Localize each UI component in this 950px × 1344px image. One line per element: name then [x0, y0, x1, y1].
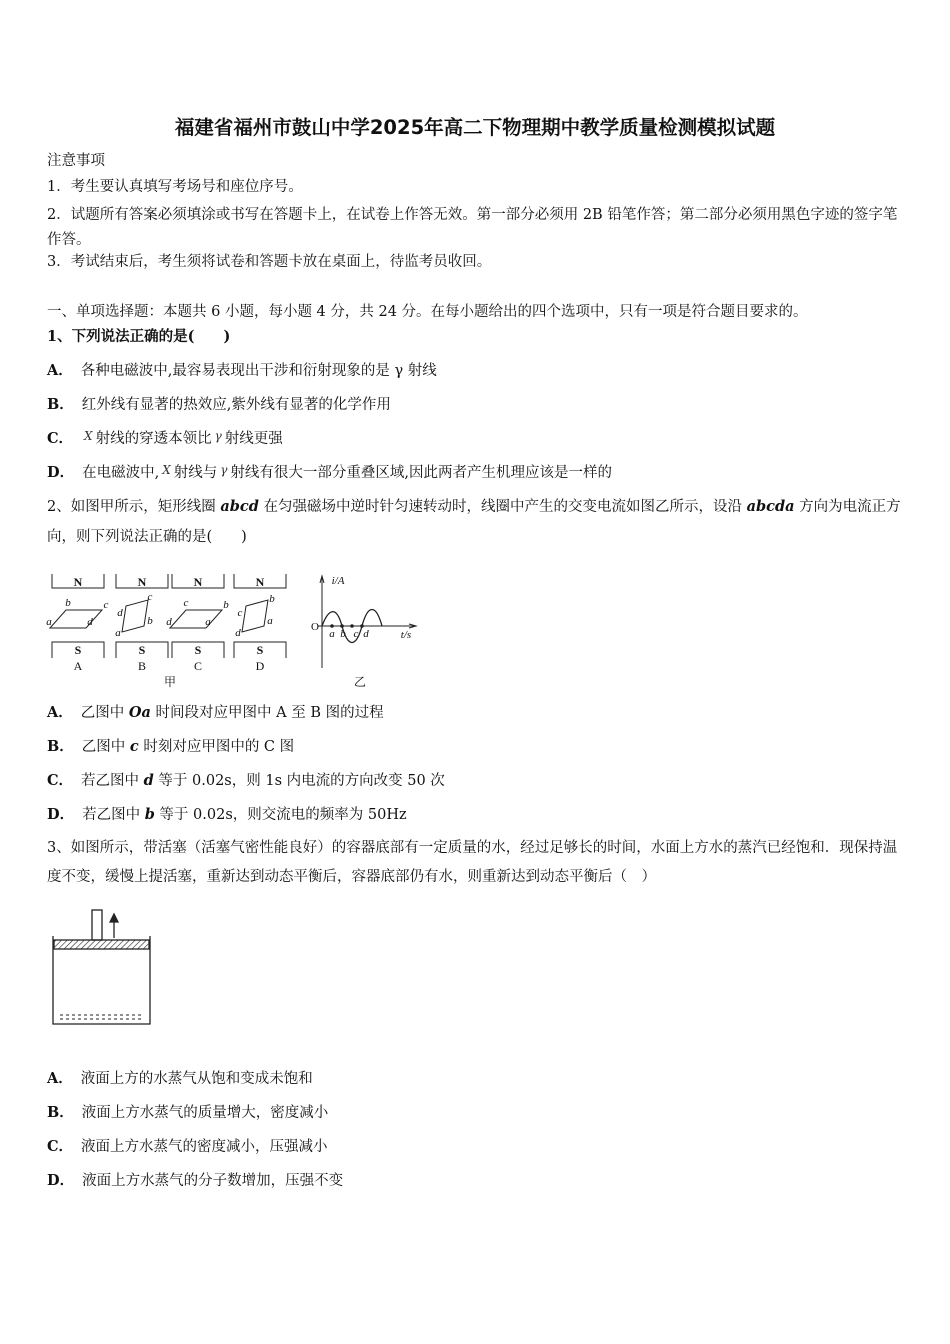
piston — [54, 940, 149, 949]
vertex-label: d — [166, 616, 172, 628]
notice-item-1: 1．考生要认真填写考场号和座位序号。 — [47, 179, 303, 195]
coil-a — [50, 610, 102, 628]
q2-figure — [44, 570, 424, 692]
option-text: 液面上方的水蒸气从饱和变成未饱和 — [80, 1071, 313, 1087]
q1-option-a — [47, 362, 437, 380]
vertex-label: a — [46, 616, 52, 628]
q3-container-figure — [48, 908, 158, 1034]
notice-item-3: 3．考试结束后，考生须将试卷和答题卡放在桌面上，待监考员收回。 — [47, 254, 492, 270]
option-letter: A． — [47, 704, 73, 721]
option-text: 若乙图中 — [81, 773, 144, 789]
option-text: 等于 0.02s，则 1s 内电流的方向改变 50 次 — [153, 773, 445, 789]
vertex-label: a — [267, 615, 273, 627]
option-text: 红外线有显著的热效应,紫外线有显著的化学作用 — [81, 397, 391, 413]
panel-label-b: B — [137, 659, 147, 673]
option-text: 液面上方水蒸气的密度减小，压强减小 — [81, 1139, 328, 1155]
vertex-label: b — [223, 599, 229, 611]
option-letter: C． — [47, 1138, 74, 1155]
q3-option-b — [47, 1104, 328, 1122]
q1-stem: 1、下列说法正确的是( ) — [47, 328, 231, 345]
q1-option-b — [47, 396, 391, 414]
notice-item-2: 2．试题所有答案必须填涂或书写在答题卡上，在试卷上作答无效。第一部分必须用 2B 铅笔作答；第二部分必须用黑色字迹的签字笔作答。 — [47, 207, 898, 248]
page-title: 福建省福州市鼓山中学2025年高二下物理期中教学质量检测模拟试题 — [174, 116, 776, 139]
q2-option-a — [47, 704, 384, 722]
gamma-symbol: γ — [220, 463, 228, 477]
q1-option-d — [47, 464, 612, 482]
option-text: 时间段对应甲图中 A 至 B 图的过程 — [150, 705, 384, 721]
option-letter: B． — [47, 1104, 74, 1121]
vertex-label: b — [269, 593, 275, 605]
vertex-label: b — [147, 615, 153, 627]
coil-d — [242, 600, 268, 632]
option-text: 射线的穿透本领比 — [95, 431, 212, 447]
vertex-label: c — [237, 607, 243, 619]
panel-label-c: C — [193, 659, 203, 673]
option-variable: d — [143, 772, 154, 789]
option-text: 射线更强 — [224, 431, 283, 447]
q2-option-d — [47, 806, 407, 824]
option-variable: c — [129, 738, 139, 755]
figure-label-jia: 甲 — [163, 675, 177, 689]
q2-option-c — [47, 772, 445, 790]
option-text: 在电磁波中, — [82, 465, 160, 481]
q3-option-a — [47, 1070, 313, 1088]
option-text: 射线与 — [173, 465, 218, 481]
q2-stem-direction: abcda — [746, 498, 795, 515]
tick-label-c: c — [353, 628, 359, 640]
n-label: N — [137, 575, 147, 589]
vertex-label: d — [87, 616, 93, 628]
s-label: S — [74, 643, 82, 657]
option-letter: C． — [47, 430, 74, 447]
option-text: 乙图中 — [81, 739, 130, 755]
vertex-label: a — [205, 616, 211, 628]
q2-option-b — [47, 738, 294, 756]
option-text: 时刻对应甲图中的 C 图 — [138, 739, 295, 755]
vertex-label: d — [235, 627, 241, 639]
panel-label-d: D — [255, 659, 265, 673]
x-axis-label: t/s — [400, 629, 412, 641]
q2-stem-coil: abcd — [220, 498, 259, 515]
vertex-label: c — [103, 599, 109, 611]
piston-rod — [92, 910, 102, 940]
q1-option-c — [47, 430, 283, 448]
tick-label-a: a — [329, 628, 335, 640]
s-label: S — [256, 643, 264, 657]
option-letter: B． — [47, 396, 74, 413]
option-text: 液面上方水蒸气的分子数增加，压强不变 — [82, 1173, 344, 1189]
x-ray-symbol: X — [162, 463, 171, 477]
option-letter: D． — [47, 806, 75, 823]
n-label: N — [73, 575, 83, 589]
up-arrow-icon — [110, 914, 118, 922]
s-label: S — [138, 643, 146, 657]
q3-option-c — [47, 1138, 328, 1156]
option-text: 射线有很大一部分重叠区域,因此两者产生机理应该是一样的 — [230, 465, 613, 481]
n-label: N — [193, 575, 203, 589]
s-label: S — [194, 643, 202, 657]
option-letter: B． — [47, 738, 74, 755]
coil-b — [122, 600, 148, 632]
option-text: 乙图中 — [80, 705, 129, 721]
vertex-label: d — [117, 607, 123, 619]
option-text: 若乙图中 — [82, 807, 145, 823]
vertex-label: c — [183, 597, 189, 609]
option-variable: Oa — [128, 704, 151, 721]
option-letter: A． — [47, 362, 73, 379]
option-text: 液面上方水蒸气的质量增大，密度减小 — [81, 1105, 329, 1121]
q3-stem: 3、如图所示，带活塞（活塞气密性能良好）的容器底部有一定质量的水，经过足够长的时间，水面上方水的蒸汽已经饱和．现保持温度不变，缓慢上提活塞，重新达到动态平衡后，容器底部仍有水，则重新达到动态平衡后（ ） — [47, 840, 898, 885]
figure-label-yi: 乙 — [353, 675, 367, 689]
q2-stem — [47, 492, 907, 552]
vertex-label: b — [65, 597, 71, 609]
q3-option-d — [47, 1172, 343, 1190]
q2-stem-text: 在匀强磁场中逆时针匀速转动时，线圈中产生的交变电流如图乙所示，设沿 — [258, 499, 747, 515]
option-letter: D． — [47, 1172, 75, 1189]
x-ray-symbol: X — [84, 429, 93, 443]
section-heading: 一、单项选择题：本题共 6 小题，每小题 4 分，共 24 分。在每小题给出的四个选项中，只有一项是符合题目要求的。 — [47, 304, 808, 320]
n-label: N — [255, 575, 265, 589]
tick-label-b: b — [340, 628, 346, 640]
tick-label-d: d — [363, 628, 369, 640]
vertex-label: c — [147, 591, 153, 603]
option-variable: b — [144, 806, 155, 823]
gamma-symbol: γ — [214, 429, 222, 443]
panel-label-a: A — [73, 659, 83, 673]
notice-heading: 注意事项 — [47, 153, 105, 169]
coil-c — [170, 610, 222, 628]
q2-stem-text: 方向为电流正方向，则下列说法正确的是( ) — [47, 499, 901, 545]
vertex-label: a — [115, 627, 121, 639]
origin-label: O — [311, 621, 319, 633]
q2-stem-text: 2、如图甲所示，矩形线圈 — [47, 499, 221, 515]
option-letter: D． — [47, 464, 75, 481]
option-letter: C． — [47, 772, 74, 789]
option-text: 等于 0.02s，则交流电的频率为 50Hz — [154, 807, 407, 823]
y-axis-label: i/A — [331, 575, 345, 587]
option-text: 各种电磁波中,最容易表现出干涉和衍射现象的是 γ 射线 — [80, 363, 437, 379]
option-letter: A． — [47, 1070, 73, 1087]
